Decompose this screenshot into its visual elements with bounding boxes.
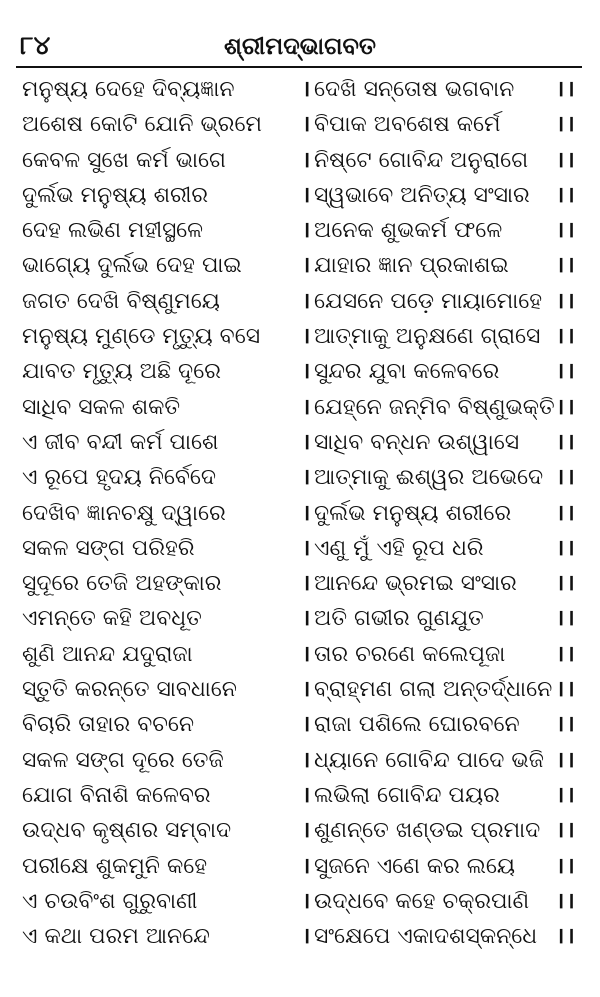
verse-first-half: ଏ ରୂପେ ହୃଦୟ ନିର୍ବେଦେ <box>22 465 217 491</box>
verse-row <box>16 354 586 389</box>
half-verse-danda: । <box>302 77 311 102</box>
verse-row <box>16 637 586 672</box>
verse-row <box>16 884 586 919</box>
verse-row <box>16 531 586 566</box>
verse-row <box>16 849 586 884</box>
verse-row <box>16 390 586 425</box>
verse-second-half: ଶୁଣନ୍ତେ ଖଣ୍ଡଇ ପ୍ରମାଦ <box>314 818 541 844</box>
verse-second-half: ବିପାକ ଅବଶେଷ କର୍ମେ <box>314 112 501 138</box>
verse-first-half: ଭାଗ୍ୟେ ଦୁର୍ଲଭ ଦେହ ପାଇ <box>22 253 242 279</box>
verse-second-half: ସ୍ୱଭାବେ ଅନିତ୍ୟ ସଂସାର <box>314 182 530 208</box>
verse-second-half: ଅତି ଗଭୀର ଗୁଣଯୁତ <box>314 606 484 632</box>
half-verse-danda: । <box>302 182 311 208</box>
verse-first-half: ଏ କଥା ପରମ ଆନନ୍ଦେ <box>22 924 210 950</box>
verse-first-half: ଅଶେଷ କୋଟି ଯୋନି ଭ୍ରମେ <box>22 112 262 138</box>
verse-end-danda: ।। <box>556 853 577 879</box>
verse-first-half: ସକଳ ସଙ୍ଗ ଦୂରେ ତେଜି <box>22 747 224 773</box>
verse-row <box>16 319 586 354</box>
verse-first-half: ମନୁଷ୍ୟ ଦେହେ ଦିବ୍ୟଜ୍ଞାନ <box>22 77 235 102</box>
header-rule <box>16 66 582 68</box>
verse-end-danda: ।। <box>556 77 577 102</box>
verse-first-half: ଯାବତ ମୃତ୍ୟୁ ଅଛି ଦୂରେ <box>22 359 221 385</box>
half-verse-danda: । <box>302 853 311 879</box>
half-verse-danda: । <box>302 641 311 667</box>
verse-second-half: ଲଭିଲା ଗୋବିନ୍ଦ ପୟର <box>314 782 500 808</box>
half-verse-danda: । <box>302 782 311 808</box>
verse-end-danda: ।। <box>556 465 577 491</box>
half-verse-danda: । <box>302 535 311 561</box>
half-verse-danda: । <box>302 324 311 350</box>
verse-row <box>16 248 586 283</box>
half-verse-danda: । <box>302 888 311 914</box>
verse-first-half: ଦେହ ଲଭିଣ ମହୀସ୍ଥଳେ <box>22 218 204 244</box>
half-verse-danda: । <box>302 500 311 526</box>
verse-second-half: ଆତ୍ମାକୁ ଈଶ୍ୱର ଅଭେଦେ <box>314 465 544 491</box>
verse-first-half: ଜଗତ ଦେଖି ବିଷ୍ଣୁମୟେ <box>22 288 220 314</box>
verse-second-half: ଯାହାର ଜ୍ଞାନ ପ୍ରକାଶଇ <box>314 253 509 279</box>
half-verse-danda: । <box>302 429 311 455</box>
half-verse-danda: । <box>302 818 311 844</box>
verse-end-danda: ।। <box>556 288 577 314</box>
verse-end-danda: ।। <box>556 112 577 138</box>
verse-row <box>16 778 586 813</box>
verse-second-half: ନିଷ୍ଟେ ଗୋବିନ୍ଦ ଅନୁରାଗେ <box>314 147 529 173</box>
verse-first-half: ଶୁଣି ଆନନ୍ଦ ଯଦୁରାଜା <box>22 641 193 667</box>
half-verse-danda: । <box>302 465 311 491</box>
verse-second-half: ସାଧିବ ବନ୍ଧନ ଉଶ୍ୱାସେ <box>314 429 520 455</box>
half-verse-danda: । <box>302 253 311 279</box>
verse-second-half: ଉଦ୍ଧବେ କହେ ଚକ୍ରପାଣି <box>314 888 530 914</box>
verse-end-danda: ।। <box>556 782 577 808</box>
half-verse-danda: । <box>302 147 311 173</box>
running-title: ଶ୍ରୀମଦ୍ଭାଗବତ <box>223 32 376 60</box>
verse-second-half: ଆତ୍ମାକୁ ଅନୁକ୍ଷଣେ ଗ୍ରାସେ <box>314 324 541 350</box>
half-verse-danda: । <box>302 606 311 632</box>
verse-end-danda: ।। <box>556 712 577 738</box>
verse-end-danda: ।। <box>556 677 577 703</box>
verse-first-half: ଏ ଜୀବ ବନ୍ଦୀ କର୍ମ ପାଶେ <box>22 429 219 455</box>
half-verse-danda: । <box>302 924 311 950</box>
verse-second-half: ସଂକ୍ଷେପେ ଏକାଦଶସ୍କନ୍ଧେ <box>314 924 538 950</box>
verse-end-danda: ।। <box>556 747 577 773</box>
verse-second-half: ଦେଖି ସନ୍ତୋଷ ଭଗବାନ <box>314 77 515 102</box>
verse-end-danda: ।। <box>556 394 577 420</box>
verse-end-danda: ।। <box>556 324 577 350</box>
verse-row <box>16 743 586 778</box>
verse-first-half: ଦେଖିବ ଜ୍ଞାନଚକ୍ଷୁ ଦ୍ୱାରେ <box>22 500 226 526</box>
verse-first-half: ଯୋଗ ବିନାଶି କଳେବର <box>22 782 211 808</box>
verse-row <box>16 284 586 319</box>
page-number: ୮୪ <box>20 31 51 61</box>
verse-first-half: ବିଚାରି ତାହାର ବଚନେ <box>22 712 195 738</box>
verse-first-half: ସୁଦୂରେ ତେଜି ଅହଙ୍କାର <box>22 571 222 597</box>
verse-end-danda: ।। <box>556 571 577 597</box>
verse-second-half: ସୁଜନେ ଏଣେ କର ଲୟେ <box>314 853 516 879</box>
verse-second-half: ଅନେକ ଶୁଭକର୍ମ ଫଳେ <box>314 218 503 244</box>
half-verse-danda: । <box>302 677 311 703</box>
verse-first-half: ସ୍ତୁତି କରନ୍ତେ ସାବଧାନେ <box>22 677 237 703</box>
verse-first-half: ସାଧିବ ସକଳ ଶକତି <box>22 394 181 420</box>
verse-row <box>16 178 586 213</box>
verse-end-danda: ।। <box>556 500 577 526</box>
verse-row <box>16 143 586 178</box>
half-verse-danda: । <box>302 394 311 420</box>
verse-second-half: ବ୍ରାହ୍ମଣ ଗଲା ଅନ୍ତର୍ଦ୍ଧାନେ <box>314 677 553 703</box>
half-verse-danda: । <box>302 112 311 138</box>
half-verse-danda: । <box>302 712 311 738</box>
verse-row <box>16 672 586 707</box>
verse-second-half: ରାଜା ପଶିଲେ ଘୋରବନେ <box>314 712 520 738</box>
verse-second-half: ତାର ଚରଣେ କଲେପୂଜା <box>314 641 506 667</box>
half-verse-danda: । <box>302 571 311 597</box>
verse-first-half: କେବଳ ସୁଖେ କର୍ମ ଭାଗେ <box>22 147 226 173</box>
half-verse-danda: । <box>302 359 311 385</box>
verse-end-danda: ।। <box>556 147 577 173</box>
page-header <box>16 28 584 64</box>
verse-row <box>16 72 586 107</box>
verse-row <box>16 566 586 601</box>
verse-row <box>16 496 586 531</box>
verse-end-danda: ।। <box>556 924 577 950</box>
verse-first-half: ସକଳ ସଙ୍ଗ ପରିହରି <box>22 535 195 561</box>
verse-first-half: ମନୁଷ୍ୟ ମୁଣ୍ଡେ ମୃତ୍ୟୁ ବସେ <box>22 324 261 350</box>
verse-end-danda: ।। <box>556 606 577 632</box>
verse-end-danda: ।। <box>556 888 577 914</box>
verse-second-half: ଆନନ୍ଦେ ଭ୍ରମଇ ସଂସାର <box>314 571 517 597</box>
verse-row <box>16 919 586 954</box>
verse-second-half: ସୁନ୍ଦର ଯୁବା କଳେବରେ <box>314 359 500 385</box>
verse-first-half: ଏମନ୍ତେ କହି ଅବଧୂତ <box>22 606 202 632</box>
verse-first-half: ପରୀକ୍ଷେ ଶୁକମୁନି କହେ <box>22 853 208 879</box>
verse-first-half: ଉଦ୍ଧବ କୃଷ୍ଣର ସମ୍ବାଦ <box>22 818 232 844</box>
verse-row <box>16 213 586 248</box>
half-verse-danda: । <box>302 747 311 773</box>
verse-row <box>16 460 586 495</box>
verse-end-danda: ।। <box>556 818 577 844</box>
verse-end-danda: ।। <box>556 253 577 279</box>
verse-second-half: ଯେସନେ ପଡ଼େ ମାୟାମୋହେ <box>314 288 543 314</box>
half-verse-danda: । <box>302 288 311 314</box>
verse-second-half: ଦୁର୍ଲଭ ମନୁଷ୍ୟ ଶରୀରେ <box>314 500 512 526</box>
verse-end-danda: ।। <box>556 218 577 244</box>
verse-end-danda: ।। <box>556 429 577 455</box>
verse-row <box>16 707 586 742</box>
verse-second-half: ଯେହ୍ନେ ଜନ୍ମିବ ବିଷ୍ଣୁଭକ୍ତି <box>314 394 555 420</box>
verse-second-half: ଏଣୁ ମୁଁ ଏହି ରୂପ ଧରି <box>314 535 484 561</box>
verse-first-half: ଦୁର୍ଲଭ ମନୁଷ୍ୟ ଶରୀର <box>22 182 209 208</box>
verse-end-danda: ।। <box>556 359 577 385</box>
verse-second-half: ଧ୍ୟାନେ ଗୋବିନ୍ଦ ପାଦେ ଭଜି <box>314 747 544 773</box>
verse-list <box>16 72 586 954</box>
half-verse-danda: । <box>302 218 311 244</box>
verse-end-danda: ।। <box>556 641 577 667</box>
verse-row <box>16 601 586 636</box>
verse-row <box>16 107 586 142</box>
verse-end-danda: ।। <box>556 535 577 561</box>
verse-end-danda: ।। <box>556 182 577 208</box>
verse-first-half: ଏ ଚଉବିଂଶ ଗୁରୁବାଣୀ <box>22 888 198 914</box>
verse-row <box>16 425 586 460</box>
verse-row <box>16 813 586 848</box>
